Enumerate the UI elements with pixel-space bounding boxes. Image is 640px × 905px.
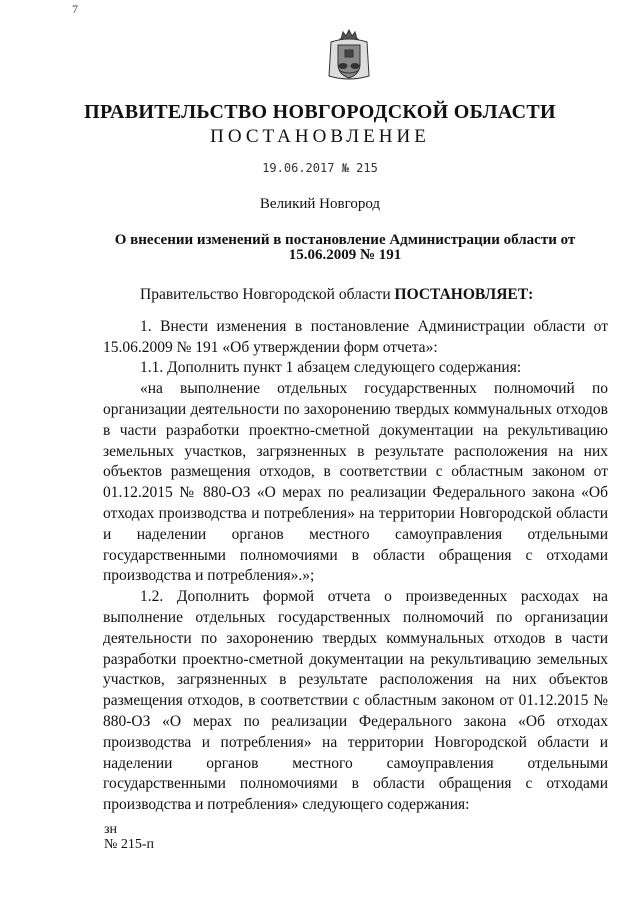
- footer-doc-number: № 215-п: [104, 837, 155, 852]
- document-date-number: 19.06.2017 № 215: [262, 161, 378, 175]
- city-name: Великий Новгород: [259, 196, 381, 212]
- footer: [104, 822, 154, 852]
- page-mark: 7: [72, 2, 78, 16]
- paragraph: 1. Внести изменения в постановление Администрации области от 15.06.2009 № 191 «Об утверждении форм отчета»:: [103, 317, 608, 356]
- intro-paragraph: [103, 285, 608, 306]
- intro-text: Правительство Новгородской области: [140, 286, 391, 303]
- document-type: ПОСТАНОВЛЕНИЕ: [210, 126, 430, 147]
- paragraph: 1.1. Дополнить пункт 1 абзацем следующего содержания:: [140, 359, 522, 377]
- paragraph: «на выполнение отдельных государственных полномочий по организации деятельности по захоронению твердых коммунальных отходов в части разработки проектно-сметной документации на рекультивацию земельных участков, загрязненных в результате расположения на них объектов размещения отходов, в соответствии с областным законом от 01.12.2015 № 880-ОЗ «О мерах по реализации Федерального закона «Об отходах производства и потребления» на территории Новгородской области и наделении органов местного самоуправления отдельными государственными полномочиями в области обращения с отходами производства и потребления».»;: [103, 380, 608, 585]
- document-subject: О внесении изменений в постановление Администрации области от 15.06.2009 № 191: [114, 232, 576, 263]
- paragraph: 1.2. Дополнить формой отчета о произведенных расходах на выполнение отдельных государственных полномочий по организации деятельности по захоронению твердых коммунальных отходов в части разработки проектно-сметной документации на рекультивацию земельных участков, загрязненных в результате расположения на них объектов размещения отходов, в соответствии с областным законом от 01.12.2015 № 880-ОЗ «О мерах по реализации Федерального закона «Об отходах производства и потребления» на территории Новгородской области и наделении органов местного самоуправления отдельными государственными полномочиями в области обращения с отходами производства и потребления» следующего содержания:: [103, 588, 608, 814]
- government-title: ПРАВИТЕЛЬСТВО НОВГОРОДСКОЙ ОБЛАСТИ: [84, 101, 556, 123]
- intro-bold: ПОСТАНОВЛЯЕТ:: [394, 286, 534, 303]
- coat-of-arms-icon: [325, 28, 373, 84]
- document-body: [103, 285, 608, 816]
- footer-initials: зн: [104, 822, 118, 837]
